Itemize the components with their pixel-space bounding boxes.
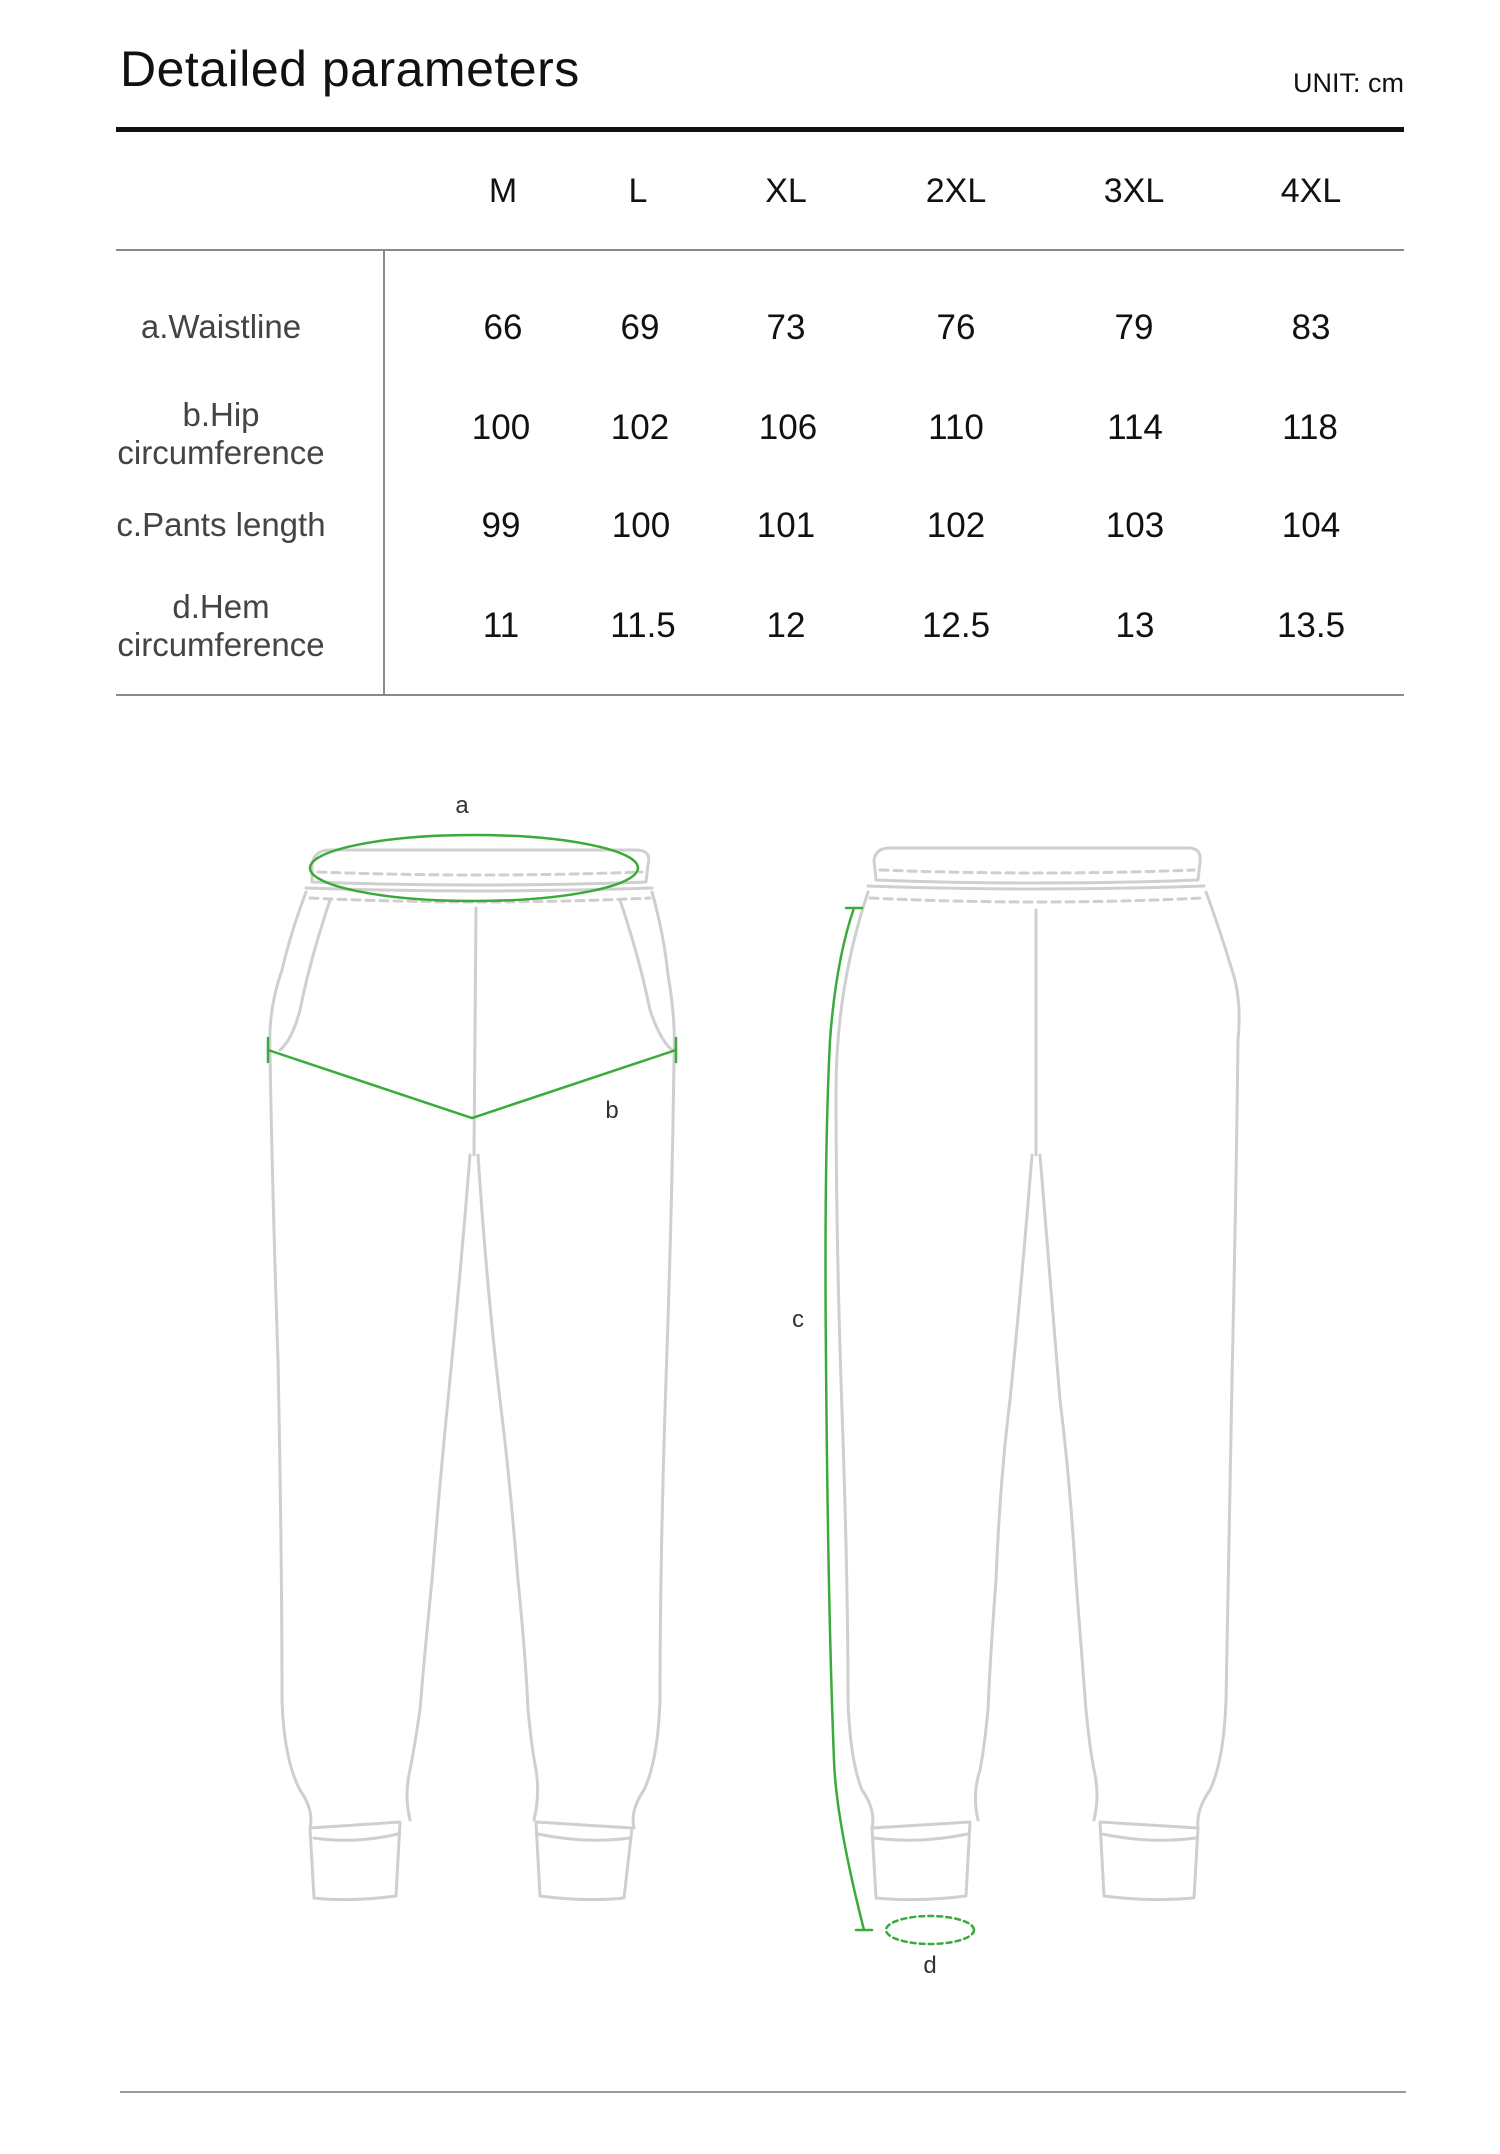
table-cell: 83	[1291, 308, 1331, 347]
table-cell: 103	[1105, 506, 1165, 545]
title-rule	[116, 127, 1404, 132]
table-cell: 69	[620, 308, 660, 347]
table-cell: 101	[756, 506, 816, 545]
table-cell: 79	[1114, 308, 1154, 347]
unit-label: UNIT: cm	[1293, 68, 1404, 98]
table-cell: 100	[471, 408, 531, 447]
hem-measure-ellipse	[886, 1916, 974, 1944]
table-cell: 73	[766, 308, 806, 347]
table-cell: 12.5	[921, 606, 991, 645]
row-label-hip: b.Hip circumference	[117, 396, 325, 471]
label-a: a	[455, 792, 469, 819]
table-cell: 99	[481, 506, 521, 545]
row-label-waistline: a.Waistline	[140, 308, 302, 345]
table-cell: 110	[928, 408, 984, 447]
back-pants-outline	[836, 848, 1239, 1900]
table-cell: 12	[766, 606, 806, 645]
table-cell: 11	[482, 606, 520, 645]
table-bottom-rule	[116, 694, 1404, 696]
table-cell: 106	[758, 408, 818, 447]
col-header-l: L	[628, 172, 648, 210]
footer-rule	[120, 2091, 1406, 2093]
table-cell: 66	[483, 308, 523, 347]
col-header-xl: XL	[765, 172, 807, 210]
table-cell: 100	[611, 506, 671, 545]
table-cell: 11.5	[610, 606, 676, 645]
label-d: d	[923, 1952, 937, 1979]
row-label-pants-length: c.Pants length	[116, 506, 326, 543]
label-c: c	[792, 1306, 804, 1333]
label-b: b	[605, 1097, 619, 1124]
label-column-divider	[383, 250, 385, 696]
col-header-2xl: 2XL	[925, 172, 987, 210]
table-cell: 102	[926, 506, 986, 545]
table-cell: 13	[1115, 606, 1155, 645]
col-header-4xl: 4XL	[1280, 172, 1342, 210]
table-cell: 102	[610, 408, 670, 447]
header-divider	[116, 249, 1404, 251]
pants-measurement-diagram	[0, 760, 1500, 2000]
front-pants-outline	[270, 850, 675, 1900]
table-cell: 13.5	[1276, 606, 1346, 645]
table-cell: 104	[1281, 506, 1341, 545]
row-label-hem: d.Hem circumference	[117, 588, 325, 663]
table-cell: 118	[1282, 408, 1338, 447]
col-header-m: M	[488, 172, 518, 210]
col-header-3xl: 3XL	[1103, 172, 1165, 210]
table-cell: 76	[936, 308, 976, 347]
page-title: Detailed parameters	[120, 41, 580, 97]
table-cell: 114	[1107, 408, 1163, 447]
